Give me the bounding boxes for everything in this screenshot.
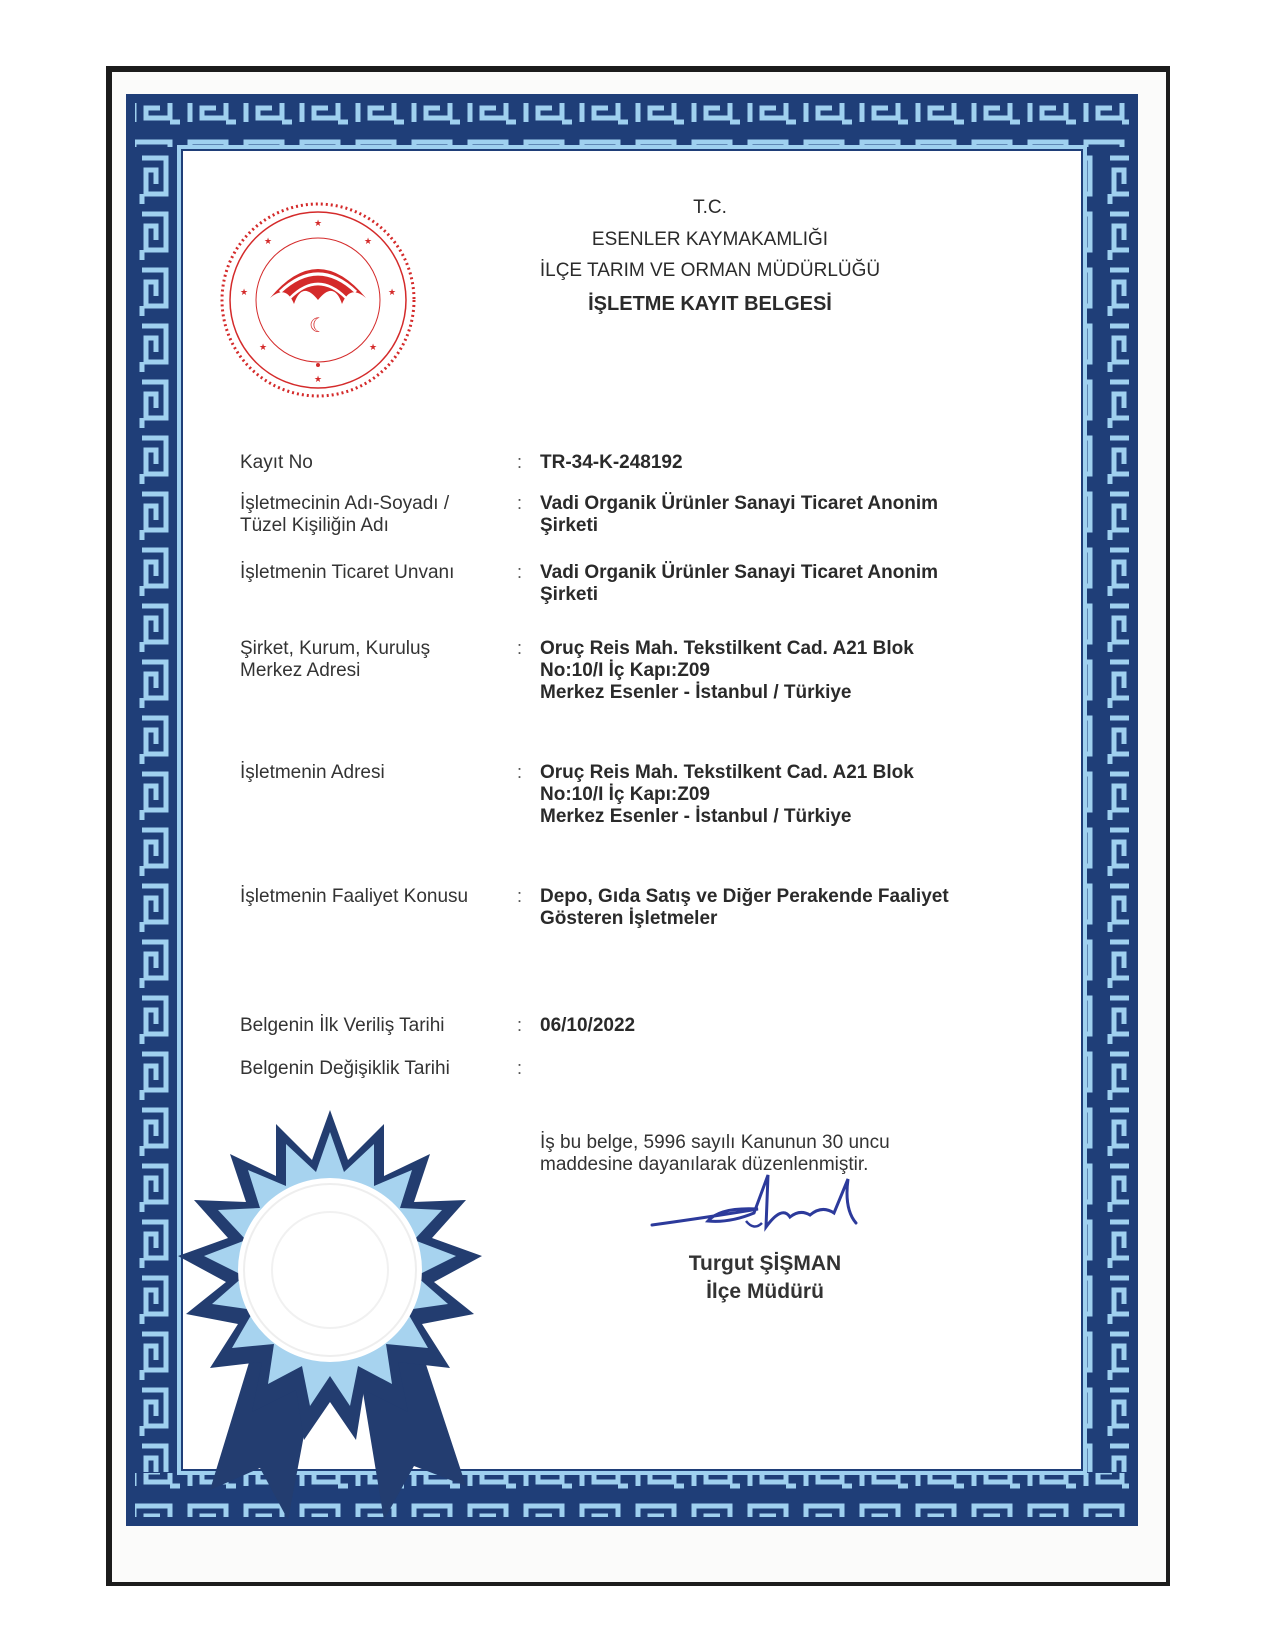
legal-line: maddesine dayanılarak düzenlenmiştir. <box>540 1154 869 1175</box>
svg-text:★: ★ <box>363 236 373 246</box>
field-value <box>540 638 1010 704</box>
svg-text:★: ★ <box>239 287 249 297</box>
field-label-line: Merkez Adresi <box>240 660 361 681</box>
field-label-line: İşletmecinin Adı-Soyadı / <box>240 493 450 514</box>
field-label-line: Tüzel Kişiliğin Adı <box>240 515 389 536</box>
header-tc: T.C. <box>693 197 727 218</box>
svg-text:★: ★ <box>387 287 397 297</box>
svg-text:★: ★ <box>313 218 323 228</box>
field-label: Kayıt No <box>240 452 313 473</box>
field-value: 06/10/2022 <box>540 1015 636 1036</box>
field-value-line: Şirketi <box>540 584 599 605</box>
field-label <box>240 493 510 537</box>
legal-line: İş bu belge, 5996 sayılı Kanunun 30 uncu <box>540 1132 890 1153</box>
field-value <box>540 762 1010 828</box>
field-value <box>540 493 1010 537</box>
svg-text:★: ★ <box>368 342 378 352</box>
field-value-line: Merkez Esenler - İstanbul / Türkiye <box>540 806 852 827</box>
field-value-line: No:10/I İç Kapı:Z09 <box>540 660 710 681</box>
header-directorate: İLÇE TARIM VE ORMAN MÜDÜRLÜĞÜ <box>539 260 881 281</box>
svg-text:☾: ☾ <box>309 313 327 337</box>
field-value: TR-34-K-248192 <box>540 452 683 473</box>
field-colon: : <box>517 452 523 472</box>
signer-title: İlçe Müdürü <box>706 1280 824 1303</box>
svg-text:★: ★ <box>258 342 268 352</box>
field-label-line: Şirket, Kurum, Kuruluş <box>240 638 431 659</box>
ministry-emblem <box>218 200 418 400</box>
field-value-line: Vadi Organik Ürünler Sanayi Ticaret Anonim <box>540 493 939 514</box>
field-value <box>540 562 1010 606</box>
svg-text:★: ★ <box>263 236 273 246</box>
field-label: Belgenin İlk Veriliş Tarihi <box>240 1015 445 1036</box>
field-label: İşletmenin Faaliyet Konusu <box>240 886 469 907</box>
field-value-line: Merkez Esenler - İstanbul / Türkiye <box>540 682 852 703</box>
field-label: İşletmenin Adresi <box>240 762 385 783</box>
signer-name: Turgut ŞİŞMAN <box>688 1252 842 1275</box>
svg-text:★: ★ <box>313 374 323 384</box>
field-value-line: Oruç Reis Mah. Tekstilkent Cad. A21 Blok <box>540 638 914 659</box>
field-colon: : <box>517 886 523 906</box>
field-value-line: Gösteren İşletmeler <box>540 908 718 929</box>
field-value-line: Oruç Reis Mah. Tekstilkent Cad. A21 Blok <box>540 762 914 783</box>
field-label: Belgenin Değişiklik Tarihi <box>240 1058 450 1079</box>
field-label <box>240 638 510 682</box>
field-value <box>540 886 1010 930</box>
field-value-line: Depo, Gıda Satış ve Diğer Perakende Faaliyet <box>540 886 949 907</box>
rosette-seal-icon <box>170 1110 490 1530</box>
field-colon: : <box>517 762 523 782</box>
field-colon: : <box>517 493 523 513</box>
document-title: İŞLETME KAYIT BELGESİ <box>588 293 832 315</box>
field-label: İşletmenin Ticaret Unvanı <box>240 562 455 583</box>
header-district: ESENLER KAYMAKAMLIĞI <box>591 229 829 250</box>
field-value-line: No:10/I İç Kapı:Z09 <box>540 784 710 805</box>
field-colon: : <box>517 562 523 582</box>
field-colon: : <box>517 638 523 658</box>
field-value-line: Vadi Organik Ürünler Sanayi Ticaret Anonim <box>540 562 939 583</box>
field-value-line: Şirketi <box>540 515 599 536</box>
handwritten-signature <box>650 1165 870 1245</box>
field-colon: : <box>517 1058 523 1078</box>
field-colon: : <box>517 1015 523 1035</box>
